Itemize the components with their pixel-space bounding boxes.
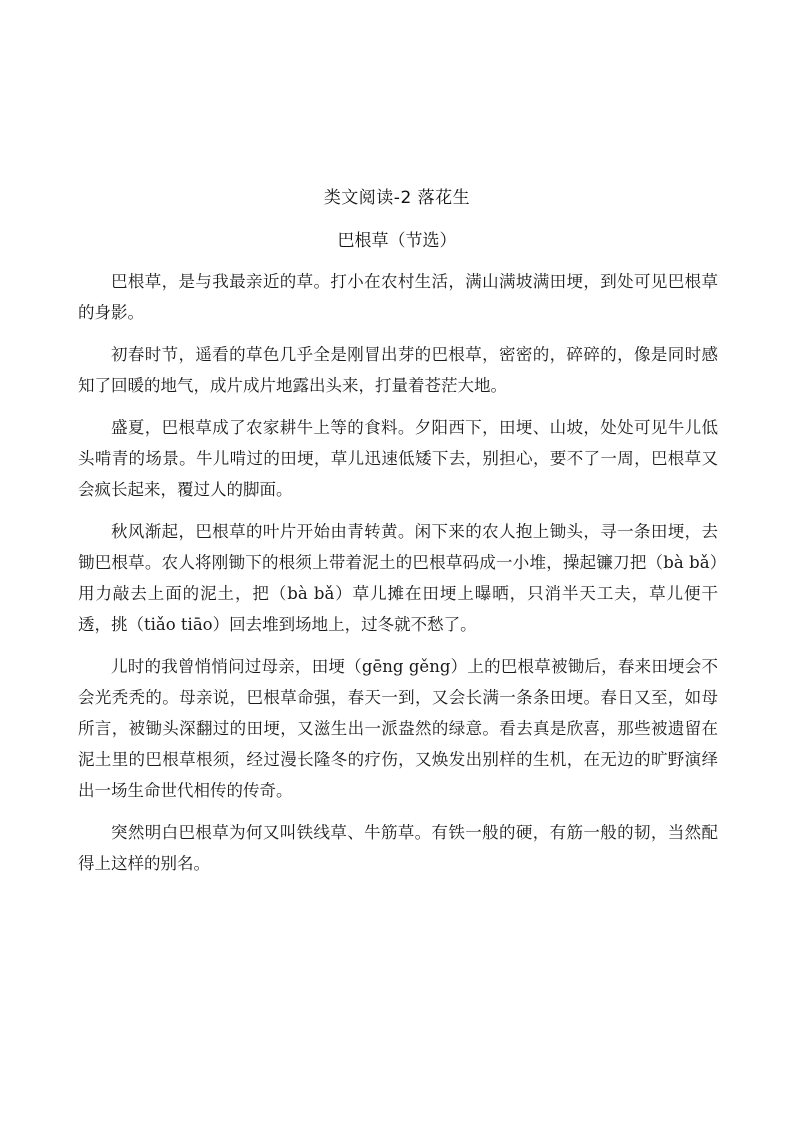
paragraph-1: 巴根草，是与我最亲近的草。打小在农村生活，满山满坡满田埂，到处可见巴根草的身影。: [78, 272, 718, 322]
article-title: 巴根草（节选）: [337, 231, 457, 251]
paragraph-5: 儿时的我曾悄悄问过母亲，田埂（gēng gěng）上的巴根草被锄后，春来田埂会不会光秃秃的。母亲说，巴根草命强，春天一到，又会长满一条条田埂。春日又至，如母所言，被锄头深翻过的田埂，又滋生出一派盎然的绿意。看去真是欣喜，那些被遗留在泥土里的巴根草根须，经过漫长隆冬的疗伤，又焕发出别样的生机，在无边的旷野演绎出一场生命世代相传的传奇。: [78, 657, 718, 800]
paragraph-2: 初春时节，遥看的草色几乎全是刚冒出芽的巴根草，密密的，碎碎的，像是同时感知了回暖的地气，成片成片地露出头来，打量着苍茫大地。: [78, 345, 718, 395]
document-heading: 类文阅读-2 落花生: [323, 188, 471, 208]
paragraph-3: 盛夏，巴根草成了农家耕牛上等的食料。夕阳西下，田埂、山坡，处处可见牛儿低头啃青的场景。牛儿啃过的田埂，草儿迅速低矮下去，别担心，要不了一周，巴根草又会疯长起来，覆过人的脚面。: [78, 418, 718, 499]
paragraph-6: 突然明白巴根草为何又叫铁线草、牛筋草。有铁一般的硬，有筋一般的韧，当然配得上这样的别名。: [78, 823, 718, 873]
article-body: [78, 266, 718, 890]
paragraph-4: 秋风渐起，巴根草的叶片开始由青转黄。闲下来的农人抱上锄头，寻一条田埂，去锄巴根草。农人将刚锄下的根须上带着泥土的巴根草码成一小堆，操起镰刀把（bà bǎ）用力敲去上面的泥土，把（bà bǎ）草儿摊在田埂上曝晒，只消半天工夫，草儿便干透，挑（tiǎo tiāo）回去堆到场地上，过冬就不愁了。: [78, 522, 718, 634]
